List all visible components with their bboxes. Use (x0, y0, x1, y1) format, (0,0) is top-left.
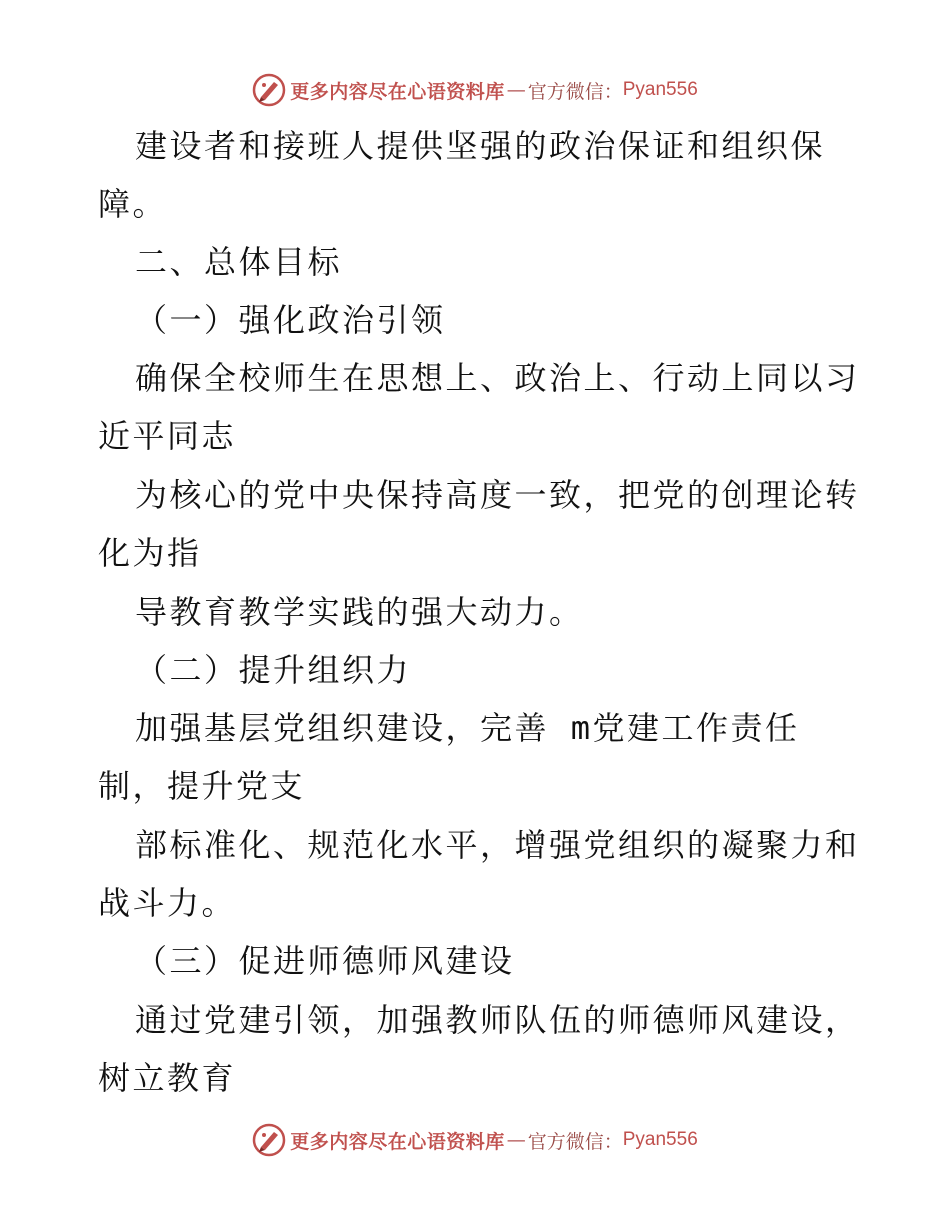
watermark-account: Pyan556 (622, 1129, 698, 1150)
paragraph-line: 战斗力。 (98, 884, 237, 922)
paragraph-line: 加强基层党组织建设，完善 m党建工作责任 (135, 709, 800, 747)
paragraph-line: 树立教育 (98, 1059, 237, 1097)
paragraph-line: 近平同志 (98, 417, 237, 455)
watermark-brand: 更多内容尽在心语资料库 (290, 1130, 505, 1153)
pen-logo-icon (252, 1123, 286, 1157)
section-heading: 二、总体目标 (135, 243, 343, 281)
paragraph-line: 化为指 (98, 534, 202, 572)
paragraph-line: 确保全校师生在思想上、政治上、行动上同以习 (135, 359, 860, 397)
subsection-heading: （一）强化政治引领 (135, 301, 446, 339)
paragraph-line: 障。 (98, 185, 168, 223)
paragraph-line: 导教育教学实践的强大动力。 (135, 593, 584, 631)
subsection-heading: （二）提升组织力 (135, 651, 412, 689)
watermark-footer (0, 1120, 950, 1160)
paragraph-line: 通过党建引领，加强教师队伍的师德师风建设， (135, 1001, 860, 1039)
paragraph-line: 部标准化、规范化水平，增强党组织的凝聚力和 (135, 826, 860, 864)
subsection-heading: （三）促进师德师风建设 (135, 942, 515, 980)
watermark-brand: 更多内容尽在心语资料库 (290, 80, 505, 103)
paragraph-line: 建设者和接班人提供坚强的政治保证和组织保 (135, 127, 826, 165)
watermark-dash: — (506, 79, 526, 101)
watermark-account: Pyan556 (622, 79, 698, 100)
watermark-label: 官方微信： (527, 80, 623, 103)
watermark-label: 官方微信： (527, 1130, 623, 1153)
watermark-dash: — (506, 1129, 526, 1151)
paragraph-line: 为核心的党中央保持高度一致，把党的创理论转 (135, 476, 860, 514)
paragraph-line: 制，提升党支 (98, 767, 306, 805)
